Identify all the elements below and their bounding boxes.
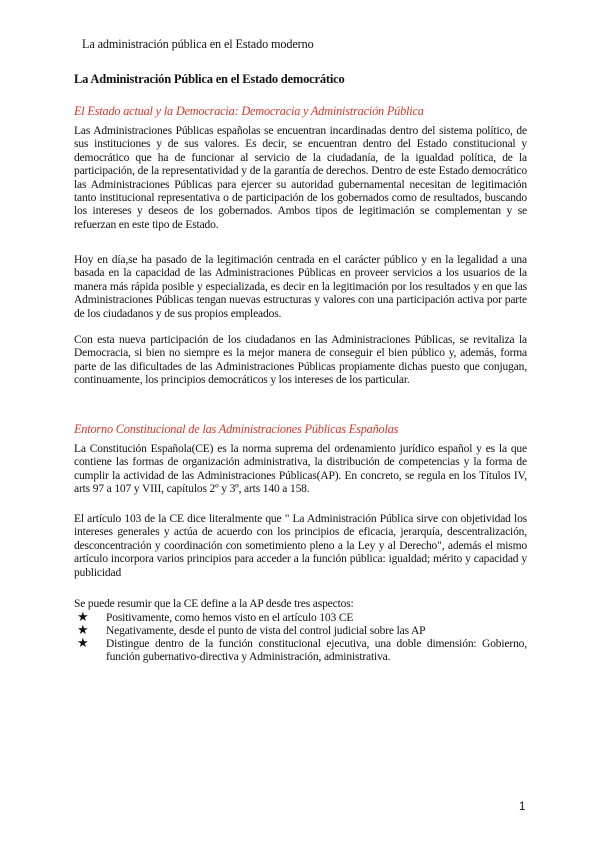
paragraph: El artículo 103 de la CE dice literalmente que " La Administración Pública sirve con objetividad los intereses generales y actúa de acuerdo con los principios de eficacia, jerarquía, descentralización, desconcentración y coordinación con sometimiento pleno a la Ley y al Derecho", además el mismo artículo incorpora varios principios para acceder a la función pública: igualdad; mérito y capacidad y publicidad xyxy=(74,513,527,579)
running-header: La administración pública en el Estado moderno xyxy=(82,37,314,51)
list-item xyxy=(74,638,527,664)
paragraph: La Constitución Española(CE) es la norma suprema del ordenamiento jurídico español y es la que contiene las formas de organización administrativa, la distribución de competencias y la forma de cumplir la actividad de las Administraciones Públicas(AP). En concreto, se regula en los Títulos IV, arts 97 a 107 y VIII, capítulos 2º y 3º, arts 140 a 158. xyxy=(74,443,527,496)
paragraph: Las Administraciones Públicas españolas se encuentran incardinadas dentro del sistema político, de sus instituciones y de sus valores. Es decir, se encuentran dentro del Estado constitucional y democrático que ha de funcionar al servicio de la ciudadanía, de la igualdad política, de la participación, de la representatividad y de la garantía de derechos. Dentro de este Estado democrático las Administraciones Públicas para ejercer su autoridad gubernamental necesitan de legitimación tanto institucional representativa o de participación de los gobernados como de resultados, buscando los intereses y deseos de los gobernados. Ambos tipos de legitimación se complementan y se refuerzan en este tipo de Estado. xyxy=(74,125,527,231)
star-icon: ★ xyxy=(77,610,89,625)
star-icon: ★ xyxy=(77,623,89,638)
aspects-list xyxy=(74,612,527,664)
list-item xyxy=(74,612,527,625)
list-item-text: Positivamente, como hemos visto en el artículo 103 CE xyxy=(106,612,354,624)
document-title: La Administración Pública en el Estado democrático xyxy=(74,72,345,86)
aspects-intro: Se puede resumir que la CE define a la AP desde tres aspectos: xyxy=(74,598,354,610)
section-heading-entorno-constitucional: Entorno Constitucional de las Administraciones Públicas Españolas xyxy=(74,422,399,436)
list-item xyxy=(74,625,527,638)
list-item-text: Distingue dentro de la función constitucional ejecutiva, una doble dimensión: Gobierno, función gubernativo-directiva y Administración, administrativa. xyxy=(106,638,527,663)
paragraph: Con esta nueva participación de los ciudadanos en las Administraciones Públicas, se revitaliza la Democracia, si bien no siempre es la mejor manera de conseguir el bien público y, además, forma parte de las dificultades de las Administraciones Públicas propiamente dichas puesto que conjugan, continuamente, los principios democráticos y los intereses de los particular. xyxy=(74,334,527,387)
page-number: 1 xyxy=(519,801,526,813)
list-item-text: Negativamente, desde el punto de vista del control judicial sobre las AP xyxy=(106,625,426,637)
section-heading-democracia: El Estado actual y la Democracia: Democracia y Administración Pública xyxy=(74,104,424,118)
paragraph: Hoy en día,se ha pasado de la legitimación centrada en el carácter público y en la legalidad a una basada en la capacidad de las Administraciones Públicas en proveer servicios a los usuarios de la manera más rápida posible y especializada, es decir en la legitimación por los resultados y en que las Administraciones Públicas tengan nuevas estructuras y valores con una participación activa por parte de los ciudadanos y de sus propios empleados. xyxy=(74,254,527,320)
star-icon: ★ xyxy=(77,636,89,651)
